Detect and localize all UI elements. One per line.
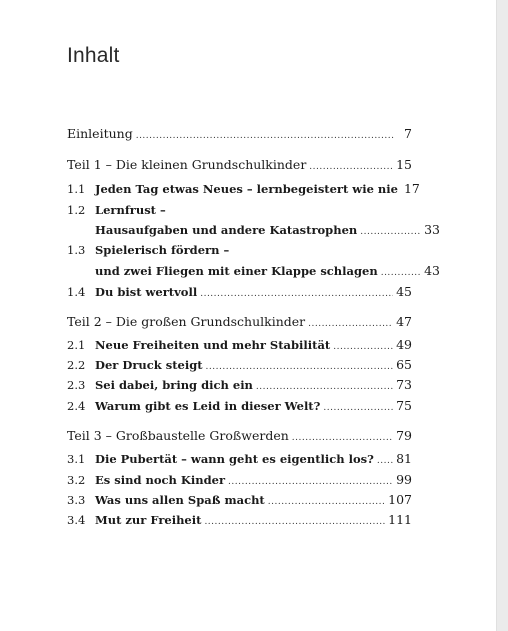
toc-entry-1-2-continued[interactable] — [67, 221, 440, 239]
toc-entry-number: 3.4 — [67, 513, 86, 527]
leader-dots — [377, 452, 393, 470]
toc-entry-number: 3.2 — [67, 473, 86, 487]
leader-dots — [323, 399, 393, 417]
toc-page-number: 15 — [396, 157, 412, 172]
toc-entry-label: Spielerisch fördern – — [95, 243, 230, 257]
toc-entry-label: Mut zur Freiheit — [95, 513, 202, 527]
toc-entry-label: und zwei Fliegen mit einer Klappe schlagen — [95, 264, 378, 278]
leader-dots — [204, 513, 385, 531]
leader-dots — [206, 358, 394, 376]
toc-entry-number: 3.3 — [67, 493, 86, 507]
toc-entry-2-4[interactable] — [67, 397, 412, 415]
leader-dots — [381, 264, 421, 282]
toc-page-number: 47 — [396, 314, 412, 329]
leader-dots — [308, 315, 393, 333]
page-title: Inhalt — [67, 44, 120, 67]
leader-dots — [360, 223, 421, 241]
toc-entry-label: Du bist wertvoll — [95, 285, 198, 299]
vertical-scrollbar[interactable] — [496, 0, 508, 631]
toc-entry-3-2[interactable] — [67, 471, 412, 489]
toc-entry-number: 2.4 — [67, 399, 86, 413]
toc-entry-number: 3.1 — [67, 452, 86, 466]
toc-entry-label: Teil 1 – Die kleinen Grundschulkinder — [67, 157, 307, 172]
toc-entry-einleitung[interactable] — [67, 125, 412, 143]
toc-entry-label: Der Druck steigt — [95, 358, 203, 372]
toc-page-number: 111 — [388, 512, 412, 527]
toc-page-number: 65 — [396, 357, 412, 372]
toc-entry-1-1[interactable] — [67, 180, 420, 198]
toc-entry-2-2[interactable] — [67, 356, 412, 374]
toc-entry-number: 2.2 — [67, 358, 86, 372]
toc-page-number: 81 — [396, 451, 412, 466]
toc-entry-label: Was uns allen Spaß macht — [95, 493, 265, 507]
toc-entry-1-2[interactable] — [67, 201, 412, 219]
toc-entry-label: Teil 2 – Die großen Grundschulkinder — [67, 314, 306, 329]
toc-entry-label: Es sind noch Kinder — [95, 473, 226, 487]
toc-page-number: 79 — [396, 428, 412, 443]
toc-entry-number: 1.2 — [67, 203, 86, 217]
toc-entry-3-4[interactable] — [67, 511, 412, 529]
leader-dots — [256, 378, 393, 396]
toc-page-number: 99 — [396, 472, 412, 487]
toc-page-number: 7 — [404, 126, 412, 141]
leader-dots — [292, 429, 393, 447]
leader-dots — [309, 158, 393, 176]
toc-page-number: 43 — [424, 263, 440, 278]
toc-entry-number: 1.4 — [67, 285, 86, 299]
toc-entry-label: Warum gibt es Leid in dieser Welt? — [95, 399, 321, 413]
toc-entry-label: Die Pubertät – wann geht es eigentlich los? — [95, 452, 374, 466]
leader-dots — [268, 493, 385, 511]
toc-entry-label: Einleitung — [67, 126, 133, 141]
toc-entry-3-1[interactable] — [67, 450, 412, 468]
toc-part-1[interactable] — [67, 156, 412, 174]
toc-entry-label: Lernfrust – — [95, 203, 166, 217]
toc-entry-label: Jeden Tag etwas Neues – lernbegeistert wie nie — [95, 182, 398, 196]
toc-entry-number: 2.3 — [67, 378, 86, 392]
toc-entry-3-3[interactable] — [67, 491, 412, 509]
toc-page-number: 75 — [396, 398, 412, 413]
leader-dots — [333, 338, 393, 356]
toc-page-number: 45 — [396, 284, 412, 299]
toc-part-2[interactable] — [67, 313, 412, 331]
toc-page-number: 49 — [396, 337, 412, 352]
toc-entry-label: Sei dabei, bring dich ein — [95, 378, 253, 392]
toc-entry-1-3-continued[interactable] — [67, 262, 440, 280]
leader-dots — [136, 127, 395, 145]
toc-entry-number: 1.3 — [67, 243, 86, 257]
toc-page-number: 33 — [424, 222, 440, 237]
toc-part-3[interactable] — [67, 427, 412, 445]
toc-page-number: 107 — [388, 492, 412, 507]
toc-page-number: 73 — [396, 377, 412, 392]
toc-page-number: 17 — [403, 181, 420, 196]
toc-entry-2-3[interactable] — [67, 376, 412, 394]
leader-dots — [228, 473, 393, 491]
toc-entry-label: Hausaufgaben und andere Katastrophen — [95, 223, 358, 237]
toc-entry-label: Teil 3 – Großbaustelle Großwerden — [67, 428, 289, 443]
toc-entry-number: 2.1 — [67, 338, 86, 352]
leader-dots — [200, 285, 393, 303]
toc-entry-1-3[interactable] — [67, 241, 412, 259]
toc-entry-1-4[interactable] — [67, 283, 412, 301]
toc-entry-label: Neue Freiheiten und mehr Stabilität — [95, 338, 331, 352]
toc-entry-2-1[interactable] — [67, 336, 412, 354]
toc-entry-number: 1.1 — [67, 182, 86, 196]
